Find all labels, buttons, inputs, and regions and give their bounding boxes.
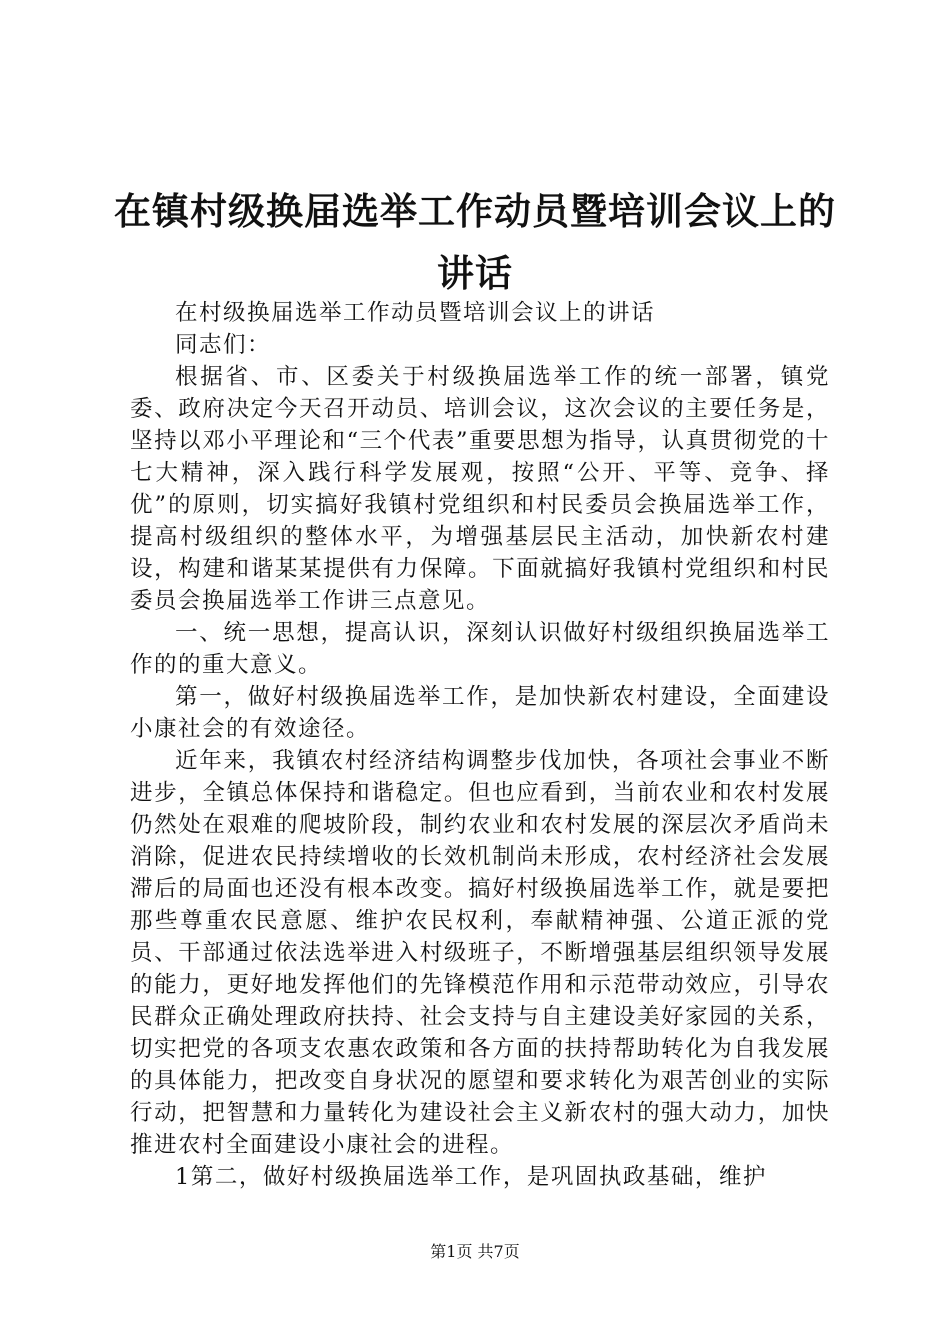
body-paragraph: 近年来，我镇农村经济结构调整步伐加快，各项社会事业不断进步，全镇总体保持和谐稳定。但也应看到，当前农业和农村发展仍然处在艰难的爬坡阶段，制约农业和农村发展的深层次矛盾尚未消除，促进农民持续增收的长效机制尚未形成，农村经济社会发展滞后的局面也还没有根本改变。搞好村级换届选举工作，就是要把那些尊重农民意愿、维护农民权利，奉献精神强、公道正派的党员、干部通过依法选举进入村级班子，不断增强基层组织领导发展的能力，更好地发挥他们的先锋模范作用和示范带动效应，引导农民群众正确处理政府扶持、社会支持与自主建设美好家园的关系，切实把党的各项支农惠农政策和各方面的扶持帮助转化为自我发展的具体能力，把改变自身状况的愿望和要求转化为艰苦创业的实际行动，把智慧和力量转化为建设社会主义新农村的强大动力，加快推进农村全面建设小康社会的进程。	[130, 748, 830, 1158]
page-footer: 第1页 共7页	[430, 1242, 520, 1261]
body-paragraph: 第一，做好村级换届选举工作，是加快新农村建设，全面建设小康社会的有效途径。	[130, 684, 830, 742]
salutation-paragraph: 同志们：	[175, 332, 272, 358]
document-title: 在镇村级换届选举工作动员暨培训会议上的讲话	[114, 189, 836, 295]
body-paragraph: 1第二，做好村级换届选举工作，是巩固执政基础，维护	[175, 1164, 767, 1190]
section-heading: 一、统一思想，提高认识，深刻认识做好村级组织换届选举工作的的重大意义。	[130, 620, 830, 678]
document-body	[130, 297, 830, 1193]
body-paragraph: 根据省、市、区委关于村级换届选举工作的统一部署，镇党委、政府决定今天召开动员、培训会议，这次会议的主要任务是，坚持以邓小平理论和“三个代表”重要思想为指导，认真贯彻党的十七大精神，深入践行科学发展观，按照“公开、平等、竞争、择优”的原则，切实搞好我镇村党组织和村民委员会换届选举工作，提高村级组织的整体水平，为增强基层民主活动，加快新农村建设，构建和谐某某提供有力保障。下面就搞好我镇村党组织和村民委员会换届选举工作讲三点意见。	[130, 364, 830, 614]
subtitle-paragraph: 在村级换届选举工作动员暨培训会议上的讲话	[175, 300, 656, 326]
